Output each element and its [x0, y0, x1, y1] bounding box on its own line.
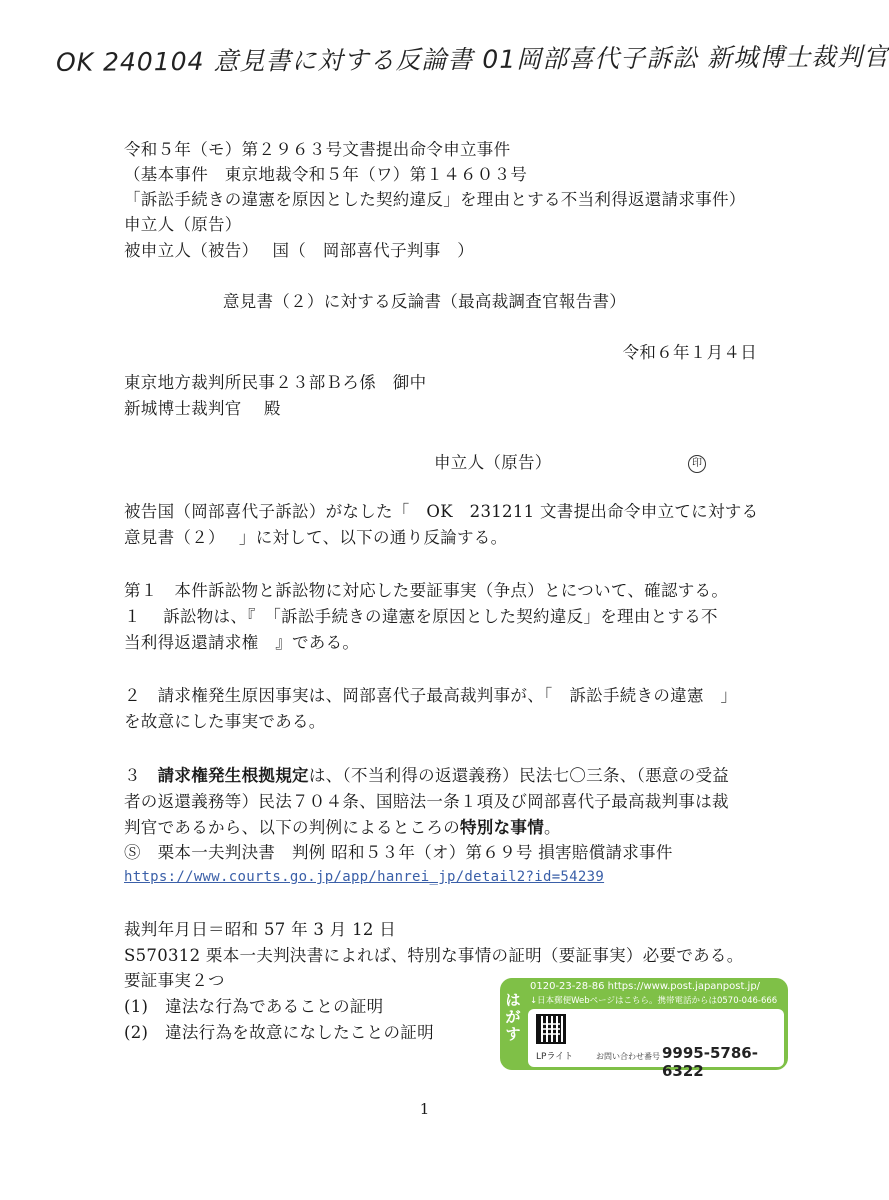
sticker-phone-url: 0120-23-28-86 https://www.post.japanpost.jp/: [530, 981, 761, 992]
seal-mark: [688, 453, 706, 473]
handwritten-note: OK 240104 意見書に対する反論書 01岡部喜代子訴訟 新城博士裁判官: [55, 42, 889, 77]
peel-label: はがす: [505, 991, 521, 1043]
item3-line-1: [124, 765, 729, 787]
intro-line-2: 意見書（２） 」に対して、以下の通り反論する。: [124, 528, 508, 547]
sticker-body: [528, 1009, 784, 1080]
judgment-summary: S570312 栗本一夫判決書によれば、特別な事情の証明（要証事実）必要である。: [124, 946, 744, 965]
addressee-court: 東京地方裁判所民事２３部Ｂろ係 御中: [124, 373, 427, 392]
item1-line-1: １ 訴訟物は、『 「訴訟手続きの違憲を原因とした契約違反」を理由とする不: [124, 607, 718, 626]
item3-line-2: 者の返還義務等）民法７０４条、国賠法一条１項及び岡部喜代子最高裁判事は裁: [124, 792, 729, 811]
postal-tracking-sticker: [500, 978, 788, 1080]
section1-heading: 第１ 本件訴訟物と訴訟物に対応した要証事実（争点）とについて、確認する。: [124, 581, 729, 600]
sticker-inquiry-label: お問い合わせ番号: [596, 1052, 660, 1061]
signer-label: 申立人（原告）: [434, 453, 552, 472]
item3-rest: は、（不当利得の返還義務）民法七〇三条、（悪意の受益: [308, 766, 730, 785]
item3-line3-end: 。: [544, 818, 561, 837]
sticker-web-note: ↓日本郵便Webページはこちら。携帯電話からは0570-046-666: [530, 996, 778, 1006]
item3-number: ３: [124, 766, 158, 785]
item3-bold-term: 請求権発生根拠規定: [157, 766, 309, 785]
tracking-number: 9995-5786-6322: [662, 1044, 758, 1080]
facts-heading: 要証事実２つ: [124, 971, 225, 990]
sticker-service: LPライト: [536, 1052, 574, 1062]
respondent: 被申立人（被告） 国（ 岡部喜代子判事 ）: [124, 241, 475, 260]
qr-code-icon: [536, 1014, 566, 1044]
item3-line3-bold: 特別な事情: [460, 818, 544, 837]
case-name: 「訴訟手続きの違憲を原因とした契約違反」を理由とする不当利得返還請求事件）: [124, 190, 746, 209]
item3-line3-a: 判官であるから、以下の判例によるところの: [124, 818, 460, 837]
item3-line-3: [124, 817, 561, 839]
item2-line-2: を故意にした事実である。: [124, 712, 326, 731]
item1-line-2: 当利得返還請求権 』である。: [124, 633, 360, 652]
precedent-citation: Ⓢ 栗本一夫判決書 判例 昭和５３年（オ）第６９号 損害賠償請求事件: [124, 843, 673, 862]
precedent-url-link[interactable]: https://www.courts.go.jp/app/hanrei_jp/detail2?id=54239: [124, 869, 605, 885]
base-case: （基本事件 東京地裁令和５年（ワ）第１４６０３号: [124, 165, 528, 184]
document-date: 令和６年１月４日: [622, 343, 757, 362]
item2-line-1: ２ 請求権発生原因事実は、岡部喜代子最高裁判事が、「 訴訟手続きの違憲 」: [124, 686, 738, 705]
petitioner: 申立人（原告）: [124, 215, 242, 234]
seal-icon: 印: [688, 455, 706, 473]
addressee-judge: 新城博士裁判官 殿: [124, 399, 281, 418]
judgment-date: 裁判年月日＝昭和 57 年 3 月 12 日: [124, 920, 397, 939]
case-number: 令和５年（モ）第２９６３号文書提出命令申立事件: [124, 140, 511, 159]
page-number: 1: [419, 1100, 430, 1118]
intro-line-1: 被告国（岡部喜代子訴訟）がなした「 OK 231211 文書提出命令申立てに対する: [124, 502, 759, 521]
fact-2: (2) 違法行為を故意になしたことの証明: [124, 1023, 434, 1042]
fact-1: (1) 違法な行為であることの証明: [124, 997, 384, 1016]
document-title: 意見書（２）に対する反論書（最高裁調査官報告書）: [222, 292, 627, 311]
